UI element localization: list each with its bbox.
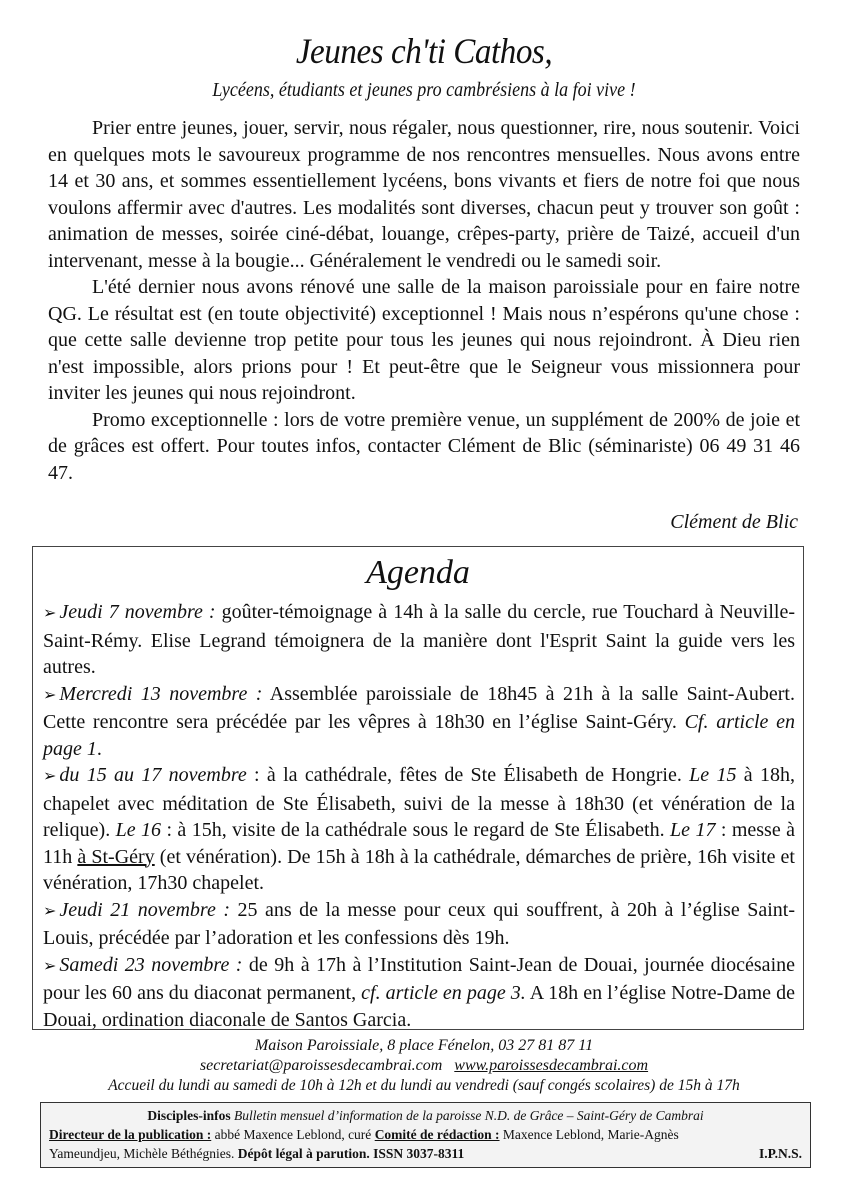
agenda-item-text: : à la cathédrale, fêtes de Ste Élisabeth de Hongrie. [246, 764, 690, 786]
publication-description: Bulletin mensuel d’information de la paroisse N.D. de Grâce – Saint-Géry de Cambrai [230, 1108, 704, 1123]
agenda-item-date: Samedi 23 novembre : [59, 953, 243, 976]
article-paragraph: L'été dernier nous avons rénové une salle de la maison paroissiale pour en faire notre QG. Le résultat est (en toute objectivité) exceptionnel ! Mais nous n’espérons qu'une chose : que cette salle devienne trop petite pour tous les jeunes qui nous rejoindront. À Dieu rien n'est impossible, alors prions pour ! Et peut-être que le Seigneur vous missionnera pour inviter les jeunes qui nous rejoindront. [48, 276, 800, 404]
contact-block [0, 1036, 848, 1096]
agenda-item [43, 681, 795, 763]
agenda-item-text: de 9h à 17h à l’Institution Saint-Jean de Douai, journée diocésaine pour les 60 ans du diaconat permanent, [43, 953, 795, 1004]
agenda-item-subdate: Le 17 [670, 819, 716, 841]
committee-value: Maxence Leblond, Marie-Agnès [499, 1127, 679, 1142]
footer-credits-line [49, 1125, 802, 1144]
director-value: abbé Maxence Leblond, curé [211, 1127, 375, 1142]
agenda-item-reference: cf. article en page 3. [361, 982, 526, 1004]
contact-links [0, 1056, 848, 1076]
footer-legal-line [49, 1144, 802, 1163]
agenda-item-text: : messe à 11h [43, 819, 796, 868]
agenda-item-text: (et vénération). De 15h à 18h à la cathédrale, démarches de prière, 16h visite et vénération, 17h30 chapelet. [43, 845, 795, 894]
agenda-item-date: Jeudi 7 novembre : [59, 601, 216, 623]
website-link[interactable]: www.paroissesdecambrai.com [454, 1057, 649, 1074]
committee-label: Comité de rédaction : [374, 1127, 500, 1142]
agenda-item-subdate: Le 16 [115, 819, 162, 841]
arrow-bullet-icon: ➢ [43, 605, 57, 622]
agenda-item-text: goûter-témoignage à 14h à la salle du cercle, rue Touchard à Neuville-Saint-Rémy. Elise Legrand témoignera de la manière dont l'Esprit Saint la guide vers les autres. [43, 601, 795, 678]
agenda-item-subdate: Le 15 [689, 764, 737, 786]
director-label: Directeur de la publication : [49, 1127, 212, 1142]
committee-value-continued: Yameundjeu, Michèle Béthégnies. [49, 1146, 238, 1161]
agenda-item [43, 897, 795, 952]
arrow-bullet-icon: ➢ [43, 902, 57, 920]
arrow-bullet-icon: ➢ [43, 768, 57, 785]
agenda-item-text: . [96, 737, 102, 760]
contact-hours: Accueil du lundi au samedi de 10h à 12h et du lundi au vendredi (sauf congés scolaires) de 15h à 17h [108, 1077, 740, 1094]
agenda-item [43, 762, 795, 897]
contact-address: Maison Paroissiale, 8 place Fénelon, 03 27 81 87 11 [254, 1037, 594, 1054]
agenda-item-text: A 18h en l’église Notre-Dame de Douai, ordination diaconale de Santos Garcia. [43, 982, 795, 1031]
agenda-item [43, 952, 795, 1034]
agenda-box [32, 546, 804, 1030]
agenda-item [43, 599, 795, 681]
legal-deposit: Dépôt légal à parution. ISSN 3037-8311 [237, 1146, 465, 1161]
agenda-item-date: Mercredi 13 novembre : [59, 682, 263, 705]
agenda-item-text: : à 15h, visite de la cathédrale sous le regard de Ste Élisabeth. [161, 819, 671, 841]
ipns-label: I.P.N.S. [758, 1146, 802, 1161]
contact-email[interactable]: secretariat@paroissesdecambrai.com [199, 1057, 443, 1074]
footer-publication-line [49, 1106, 802, 1125]
agenda-item-date: Jeudi 21 novembre : [59, 898, 230, 921]
agenda-list [43, 599, 795, 1033]
agenda-item-underlined-location: à St-Géry [77, 845, 155, 868]
agenda-item-text: 25 ans de la messe pour ceux qui souffrent, à 20h à l’église Saint-Louis, précédée par l’adoration et les confessions dès 19h. [43, 898, 795, 949]
publication-name: Disciples-infos [147, 1108, 231, 1123]
agenda-item-text: Assemblée paroissiale de 18h45 à 21h à la salle Saint-Aubert. Cette rencontre sera précédée par les vêpres à 18h30 en l’église Saint-Géry. [43, 682, 795, 733]
agenda-item-date: du 15 au 17 novembre [59, 764, 247, 786]
article-signature: Clément de Blic [670, 511, 798, 533]
agenda-title: Agenda [366, 554, 470, 591]
arrow-bullet-icon: ➢ [43, 686, 57, 704]
arrow-bullet-icon: ➢ [43, 957, 57, 975]
article-subtitle: Lycéens, étudiants et jeunes pro cambrésiens à la foi vive ! [212, 79, 636, 101]
agenda-item-text: à 18h, chapelet avec méditation de Ste Élisabeth, suivi de la messe à 18h30 (et vénération de la relique). [43, 764, 795, 841]
article-body [48, 115, 800, 486]
article-title: Jeunes ch'ti Cathos, [295, 31, 553, 71]
article-paragraph: Promo exceptionnelle : lors de votre première venue, un supplément de 200% de joie et de grâces est offert. Pour toutes infos, contacter Clément de Blic (séminariste) 06 49 31 46 47. [48, 408, 800, 484]
agenda-item-reference: Cf. article en page 1 [43, 711, 796, 760]
article-paragraph: Prier entre jeunes, jouer, servir, nous régaler, nous questionner, rire, nous soutenir. Voici en quelques mots le savoureux programme de nos rencontres mensuelles. Nous avons entre 14 et 30 ans, et sommes essentiellement lycéens, bons vivants et fiers de notre foi que nous voulons affermir avec d'autres. Les modalités sont diverses, chacun peut y trouver son goût : animation de messes, soirée ciné-débat, louange, crêpes-party, prière de Taizé, accueil d'un intervenant, messe à la bougie... Généralement le vendredi ou le samedi soir. [48, 117, 800, 272]
publication-footer [40, 1102, 811, 1168]
